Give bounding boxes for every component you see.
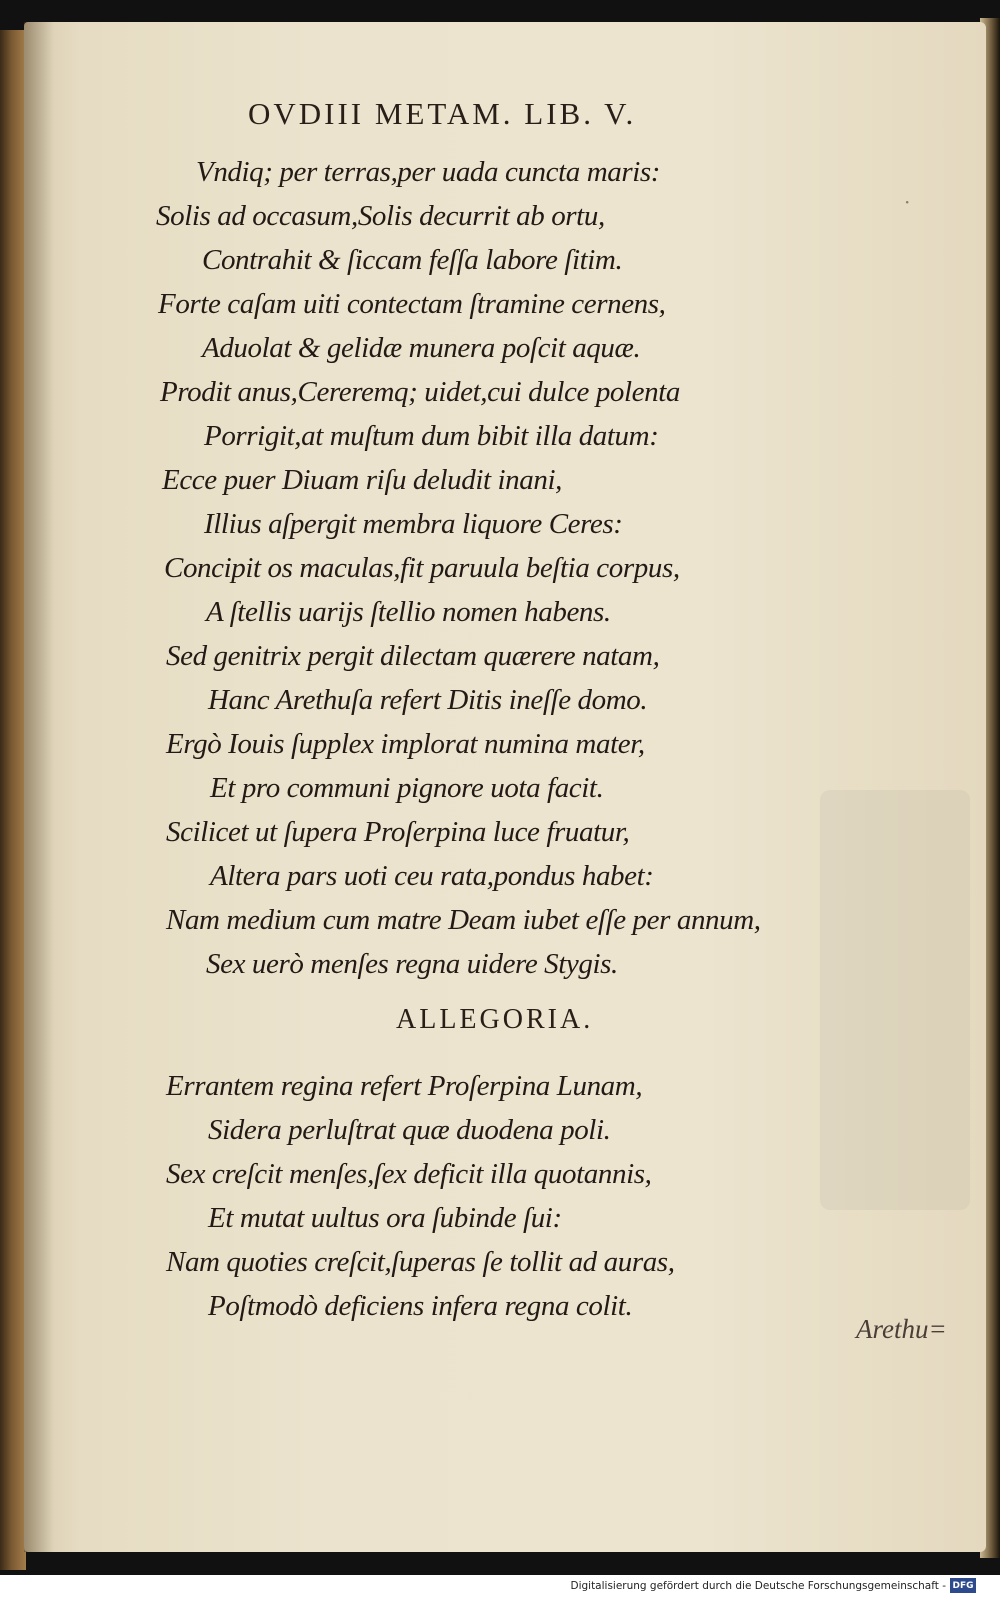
running-header: OVDIII METAM. LIB. V.	[248, 96, 637, 131]
book-spine-edge	[0, 30, 26, 1570]
verse-line: Nam medium cum matre Deam iubet eſſe per annum,	[166, 904, 761, 936]
verse-line: Scilicet ut ſupera Proſerpina luce fruatur,	[166, 816, 630, 848]
verse-line: Forte caſam uiti contectam ſtramine cernens,	[158, 288, 666, 320]
verse-line: Ecce puer Diuam riſu deludit inani,	[162, 464, 562, 496]
allegoria-line: Et mutat uultus ora ſubinde ſui:	[208, 1202, 562, 1234]
verse-line: Sex uerò menſes regna uidere Stygis.	[206, 948, 618, 980]
dfg-logo: DFG	[950, 1578, 976, 1593]
verse-line: Hanc Arethuſa refert Ditis ineſſe domo.	[208, 684, 648, 716]
verse-line: Illius aſpergit membra liquore Ceres:	[204, 508, 623, 540]
page-mark: ·	[904, 190, 911, 214]
verse-line: Aduolat & gelidæ munera poſcit aquæ.	[202, 332, 641, 364]
verse-line: A ſtellis uarijs ſtellio nomen habens.	[206, 596, 611, 628]
verse-line: Altera pars uoti ceu rata,pondus habet:	[210, 860, 654, 892]
allegoria-line: Sex creſcit menſes,ſex deficit illa quotannis,	[166, 1158, 652, 1190]
verse-line: Concipit os maculas,fit paruula beſtia corpus,	[164, 552, 680, 584]
allegoria-line: Errantem regina refert Proſerpina Lunam,	[166, 1070, 643, 1102]
catchword: Arethu=	[856, 1314, 947, 1344]
section-title: ALLEGORIA.	[396, 1004, 594, 1035]
verse-line: Ergò Iouis ſupplex implorat numina mater,	[166, 728, 645, 760]
verse-line: Porrigit,at muſtum dum bibit illa datum:	[204, 420, 659, 452]
verse-line: Solis ad occasum,Solis decurrit ab ortu,	[156, 200, 605, 232]
verse-line: Contrahit & ſiccam feſſa labore ſitim.	[202, 244, 623, 276]
allegoria-line: Sidera perluſtrat quæ duodena poli.	[208, 1114, 611, 1146]
verse-line: Et pro communi pignore uota facit.	[210, 772, 604, 804]
show-through-area	[820, 790, 970, 1210]
allegoria-line: Poſtmodò deficiens infera regna colit.	[208, 1290, 633, 1322]
verse-line: Sed genitrix pergit dilectam quærere natam,	[166, 640, 660, 672]
allegoria-line: Nam quoties creſcit,ſuperas ſe tollit ad auras,	[166, 1246, 675, 1278]
verse-line: Prodit anus,Cereremq; uidet,cui dulce polenta	[160, 376, 681, 408]
funding-credit: Digitalisierung gefördert durch die Deutsche Forschungsgemeinschaft -	[570, 1580, 946, 1592]
gutter-shadow	[24, 22, 54, 1552]
verse-line: Vndiq; per terras,per uada cuncta maris:	[196, 156, 661, 188]
